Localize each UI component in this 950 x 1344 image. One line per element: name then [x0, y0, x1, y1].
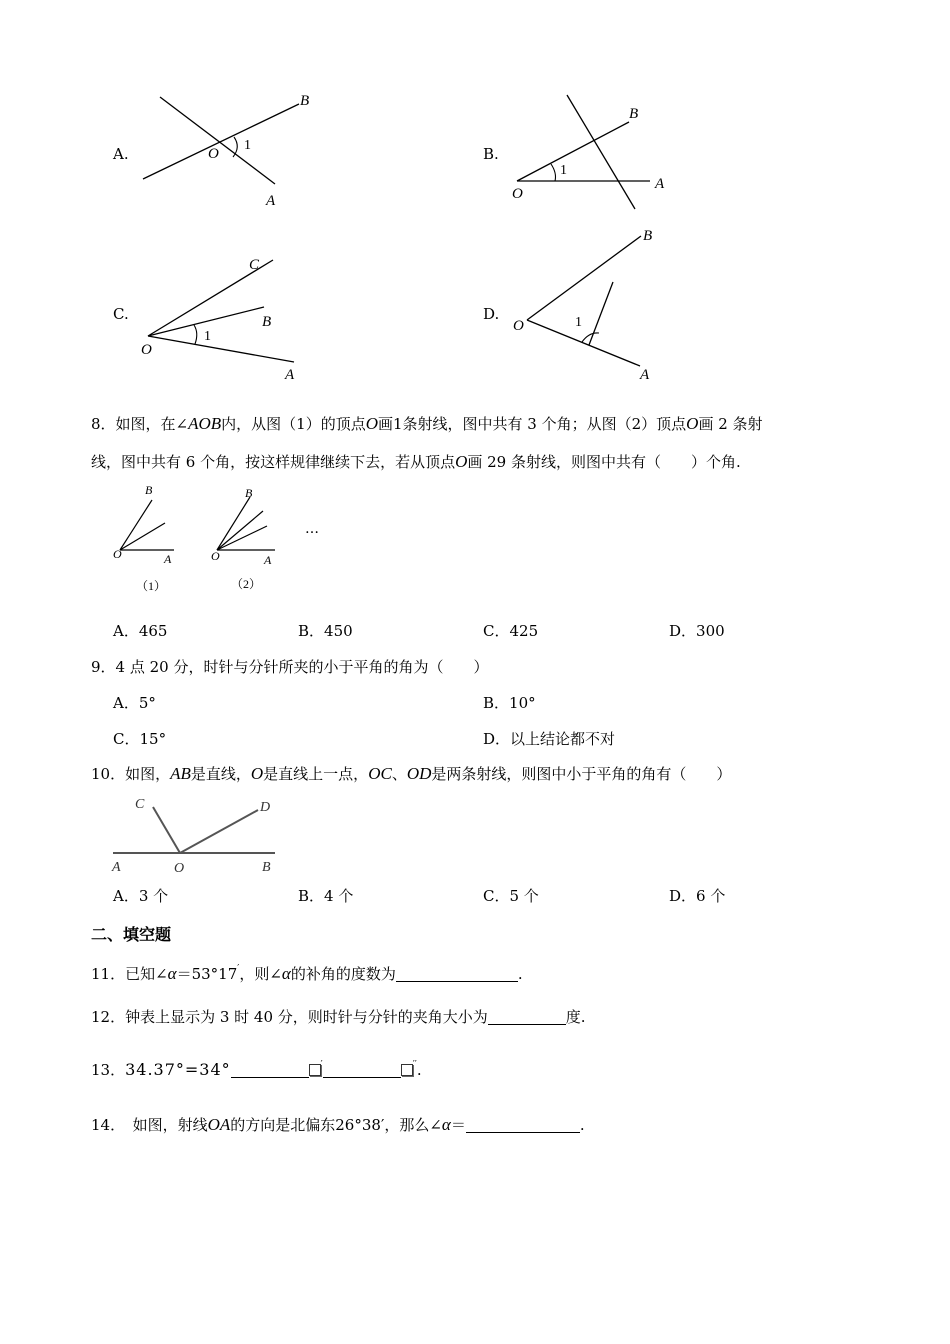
- q14: 14． 如图，射线OA的方向是北偏东26°38′，那么∠α＝ .: [91, 1115, 585, 1134]
- angle-arc: [194, 325, 197, 344]
- label-o: O: [174, 861, 185, 876]
- q10-choice-a: A．3 个: [113, 887, 169, 905]
- q8-line1: 8．如图，在∠AOB内，从图（1）的顶点O画1条射线，图中共有 3 个角；从图（2）顶点O画 2 条射: [91, 414, 763, 433]
- label-a: A: [112, 860, 121, 875]
- q8-choice-b: B．450: [298, 622, 353, 640]
- label-a: A: [264, 553, 272, 567]
- label-one: 1: [204, 329, 211, 344]
- q9-choice-d: D．以上结论都不对: [483, 730, 616, 748]
- label-o: O: [513, 318, 524, 334]
- transversal: [567, 95, 635, 209]
- q10-figure: [108, 792, 283, 877]
- label-one: 1: [244, 138, 251, 153]
- label-b: B: [245, 486, 253, 500]
- ray-od: [180, 810, 258, 853]
- placeholder-box-icon: [309, 1064, 321, 1076]
- label-a: A: [655, 176, 665, 192]
- answer-blank[interactable]: [488, 1008, 566, 1025]
- label-b: B: [629, 106, 639, 122]
- ray-middle-1: [217, 511, 263, 550]
- q12: 12．钟表上显示为 3 时 40 分，则时针与分针的夹角大小为 度.: [91, 1008, 586, 1026]
- angle-arc: [233, 137, 237, 157]
- label-o: O: [512, 186, 523, 202]
- line-ob: [143, 104, 299, 179]
- label-c: C: [249, 257, 260, 273]
- ray-ob: [120, 500, 152, 550]
- caption: （1）: [136, 579, 167, 593]
- label-b: B: [262, 314, 272, 330]
- label-o: O: [141, 342, 152, 358]
- answer-blank[interactable]: [466, 1116, 580, 1133]
- q7-option-d-letter: D.: [483, 305, 500, 323]
- angle-arc: [551, 164, 556, 181]
- label-o: O: [211, 549, 220, 563]
- q8-choice-d: D．300: [669, 622, 725, 640]
- q10-stem: 10．如图，AB是直线，O是直线上一点，OC、OD是两条射线，则图中小于平角的角有（ ）: [91, 764, 732, 783]
- q8-line2: 线，图中共有 6 个角，按这样规律继续下去，若从顶点O画 29 条射线，则图中共有（ ）个角.: [91, 452, 741, 471]
- label-a: A: [266, 193, 276, 209]
- line-oa: [160, 97, 275, 184]
- placeholder-box-icon: [401, 1064, 413, 1076]
- answer-blank-minutes[interactable]: [231, 1061, 309, 1078]
- ray-middle: [120, 523, 165, 550]
- label-one: 1: [560, 163, 567, 178]
- ray-oc: [153, 807, 180, 853]
- middle-ray: [589, 282, 613, 345]
- q8-figure-2: [205, 480, 285, 595]
- q7-option-b-letter: B.: [483, 145, 499, 163]
- label-b: B: [262, 860, 271, 875]
- label-o: O: [113, 547, 122, 561]
- label-d: D: [260, 800, 271, 815]
- q9-choice-b: B．10°: [483, 694, 536, 712]
- label-b: B: [643, 228, 653, 244]
- q7-figure-a: [135, 88, 325, 213]
- q7-option-c-letter: C.: [113, 305, 129, 323]
- q7-option-a-letter: A.: [113, 145, 129, 163]
- q7-figure-b: [505, 88, 680, 213]
- q9-choice-c: C．15°: [113, 730, 167, 748]
- q7-figure-d: [505, 222, 680, 387]
- line-ob: [527, 236, 641, 320]
- answer-blank-seconds[interactable]: [323, 1061, 401, 1078]
- label-c: C: [135, 797, 145, 812]
- q10-choice-d: D．6 个: [669, 887, 726, 905]
- label-b: B: [300, 93, 310, 109]
- label-a: A: [164, 552, 172, 566]
- q13: 13．34.37°=34° ′ ′′.: [91, 1060, 422, 1079]
- answer-blank[interactable]: [396, 965, 518, 982]
- q8-choice-c: C．425: [483, 622, 539, 640]
- line-oa: [148, 336, 294, 362]
- q9-choice-a: A．5°: [113, 694, 156, 712]
- label-a: A: [640, 367, 650, 383]
- caption: （2）: [231, 577, 262, 591]
- q7-figure-c: [135, 250, 310, 385]
- q10-choice-c: C．5 个: [483, 887, 539, 905]
- section-title: 二、填空题: [91, 925, 172, 944]
- q8-ellipsis: …: [305, 521, 319, 537]
- label-b: B: [145, 483, 153, 497]
- line-oa: [527, 320, 640, 366]
- label-o: O: [208, 146, 219, 162]
- label-a: A: [285, 367, 295, 383]
- line-ob: [517, 122, 629, 181]
- q9-stem: 9．4 点 20 分，时针与分针所夹的小于平角的角为（ ）: [91, 658, 489, 676]
- q11: 11．已知∠α＝53°17′，则∠α的补角的度数为 .: [91, 964, 523, 983]
- label-one: 1: [575, 315, 582, 330]
- q8-figure-1: [108, 480, 188, 595]
- q10-choice-b: B．4 个: [298, 887, 354, 905]
- q8-choice-a: A．465: [113, 622, 168, 640]
